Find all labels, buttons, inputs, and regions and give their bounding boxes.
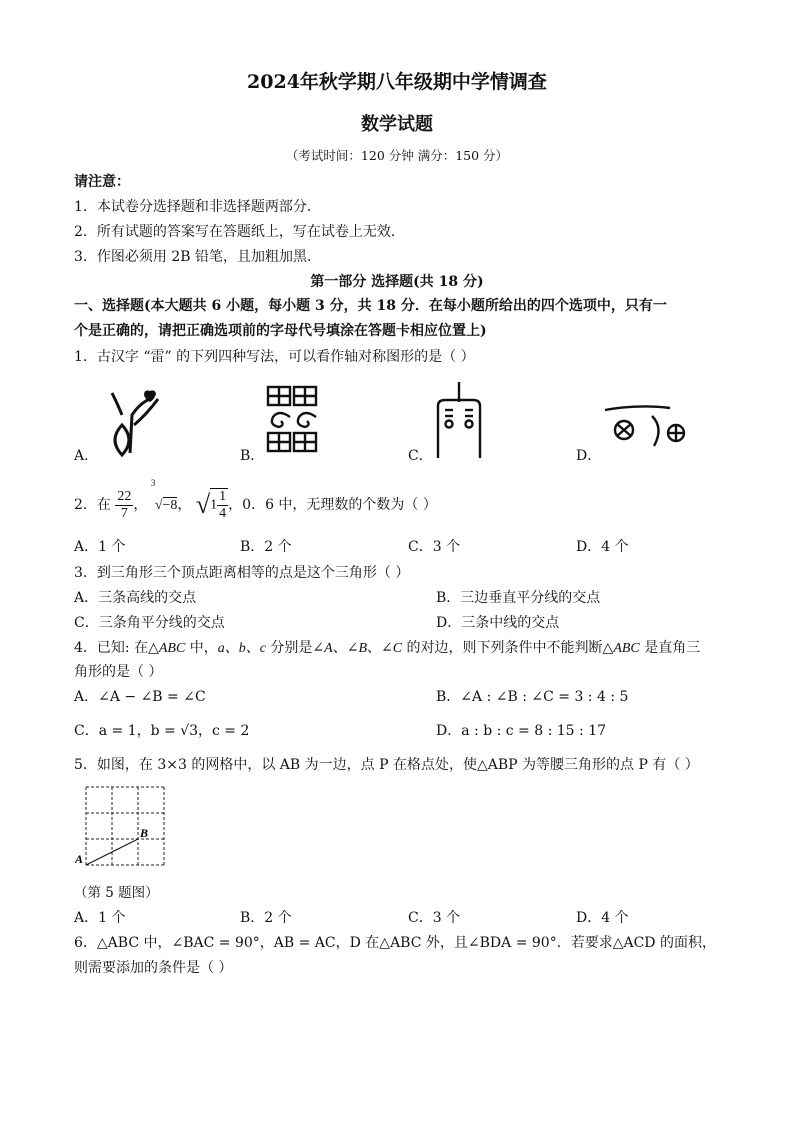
q2-mixed-numerator: 1 [219,489,227,504]
notice-heading: 请注意： [74,174,130,190]
q2-cube-radicand: −8 [162,498,178,514]
q2-sep-1: ， [133,497,148,514]
radical-icon: √ [195,490,211,519]
q2-suffix: ，0．6 中，无理数的个数为（ ） [228,497,437,514]
q5-point-a: A [75,852,84,866]
q3-option-d: D．三条中线的交点 [436,615,560,631]
section-heading-line-1: 一、选择题(本大题共 6 小题，每小题 3 分，共 18 分．在每小题所给出的四个选项中，只有一 [74,298,667,314]
q4-option-c: C．a = 1，b = √3，c = 2 [74,723,250,739]
q5-option-d: D．4 个 [576,910,629,926]
q4-math: ABC [613,641,640,656]
notice-item-3: 3．作图必须用 2B 铅笔，且加粗加黑． [74,249,322,265]
q2-sep-2: ， [177,497,192,514]
q5-grid-figure [74,780,174,875]
part-title: 第一部分 选择题(共 18 分) [310,274,484,290]
exam-title: 2024年秋学期八年级期中学情调查 [247,71,547,93]
q2-mixed-fraction [217,489,228,522]
q3-option-c: C．三条角平分线的交点 [74,615,225,631]
notice-item-2: 2．所有试题的答案写在答题纸上，写在试卷上无效． [74,224,405,240]
q1-option-b: B． [240,448,265,464]
q5-option-b: B．2 个 [240,910,292,926]
q4-math: C [392,641,403,656]
q4-stem-line-1 [74,638,700,659]
q1-figure-b [265,385,325,455]
q4-text: 是直角三 [639,640,701,656]
q2-cube-root [150,478,178,528]
q2-option-a: A．1 个 [74,539,126,555]
q4-math: ABC [158,641,186,656]
q4-text: 、∠ [332,640,359,656]
q6-stem-line-1: 6．△ABC 中，∠BAC = 90°，AB = AC，D 在△ABC 外，且∠BDA = 90°．若要求△ACD 的面积， [74,935,716,951]
q4-text: 中， [185,640,218,656]
q1-figure-a [100,385,170,460]
q6-stem-line-2: 则需要添加的条件是（ ） [74,960,233,976]
q4-text: 、∠ [367,640,393,656]
q2-stem [74,478,437,527]
q5-stem: 5．如图，在 3×3 的网格中，以 AB 为一边，点 P 在格点处，使△ABP 为等腰三角形的点 P 有（ ） [74,757,699,773]
q4-math: a、b、c [217,641,266,656]
q2-option-c: C．3 个 [408,539,461,555]
q4-text: 分别是∠ [265,640,325,656]
q4-math: B [358,641,368,656]
q4-stem-line-2: 角形的是（ ） [74,664,163,680]
radical-icon: √ [154,498,163,514]
q2-sqrt-mixed [196,483,228,527]
q3-option-b: B．三边垂直平分线的交点 [436,590,601,606]
q2-mixed-denominator: 4 [219,506,227,521]
q2-cube-index: 3 [150,478,156,489]
q1-option-d: D． [576,448,602,464]
q2-frac-numerator: 22 [117,488,132,504]
q4-option-d: D．a : b : c = 8 : 15 : 17 [436,723,607,739]
exam-info: （考试时间：120 分钟 满分：150 分） [285,148,509,163]
q4-option-a: A．∠A − ∠B = ∠C [74,689,206,705]
q2-sqrt-radicand [210,488,228,522]
q4-text: 的对边，则下列条件中不能判断△ [402,640,614,656]
exam-subtitle: 数学试题 [361,114,433,135]
q5-point-b: B [140,826,149,840]
q4-option-b: B．∠A : ∠B : ∠C = 3 : 4 : 5 [436,689,629,705]
q2-option-d: D．4 个 [576,539,629,555]
q2-frac-denominator: 7 [120,505,128,521]
q2-mixed-whole: 1 [210,497,218,513]
q1-figure-c [433,380,488,460]
q5-option-c: C．3 个 [408,910,461,926]
q1-stem: 1．古汉字 “雷” 的下列四种写法，可以看作轴对称图形的是（ ） [74,349,475,365]
section-heading-line-2: 个是正确的，请把正确选项前的字母代号填涂在答题卡相应位置上) [74,323,487,339]
q1-option-a: A． [74,448,99,464]
q2-option-b: B．2 个 [240,539,292,555]
q3-option-a: A．三条高线的交点 [74,590,197,606]
q5-figure-caption: （第 5 题图） [74,885,159,901]
q3-stem: 3．到三角形三个顶点距离相等的点是这个三角形（ ） [74,565,410,581]
q2-prefix: 2．在 [74,497,111,514]
q4-text: 4．已知: 在△ [74,640,159,656]
q4-math: A [324,641,333,656]
q1-option-c: C． [408,448,433,464]
notice-item-1: 1．本试卷分选择题和非选择题两部分． [74,199,321,215]
q2-fraction-22-7 [115,489,133,522]
q5-option-a: A．1 个 [74,910,126,926]
q1-figure-d [600,400,695,455]
